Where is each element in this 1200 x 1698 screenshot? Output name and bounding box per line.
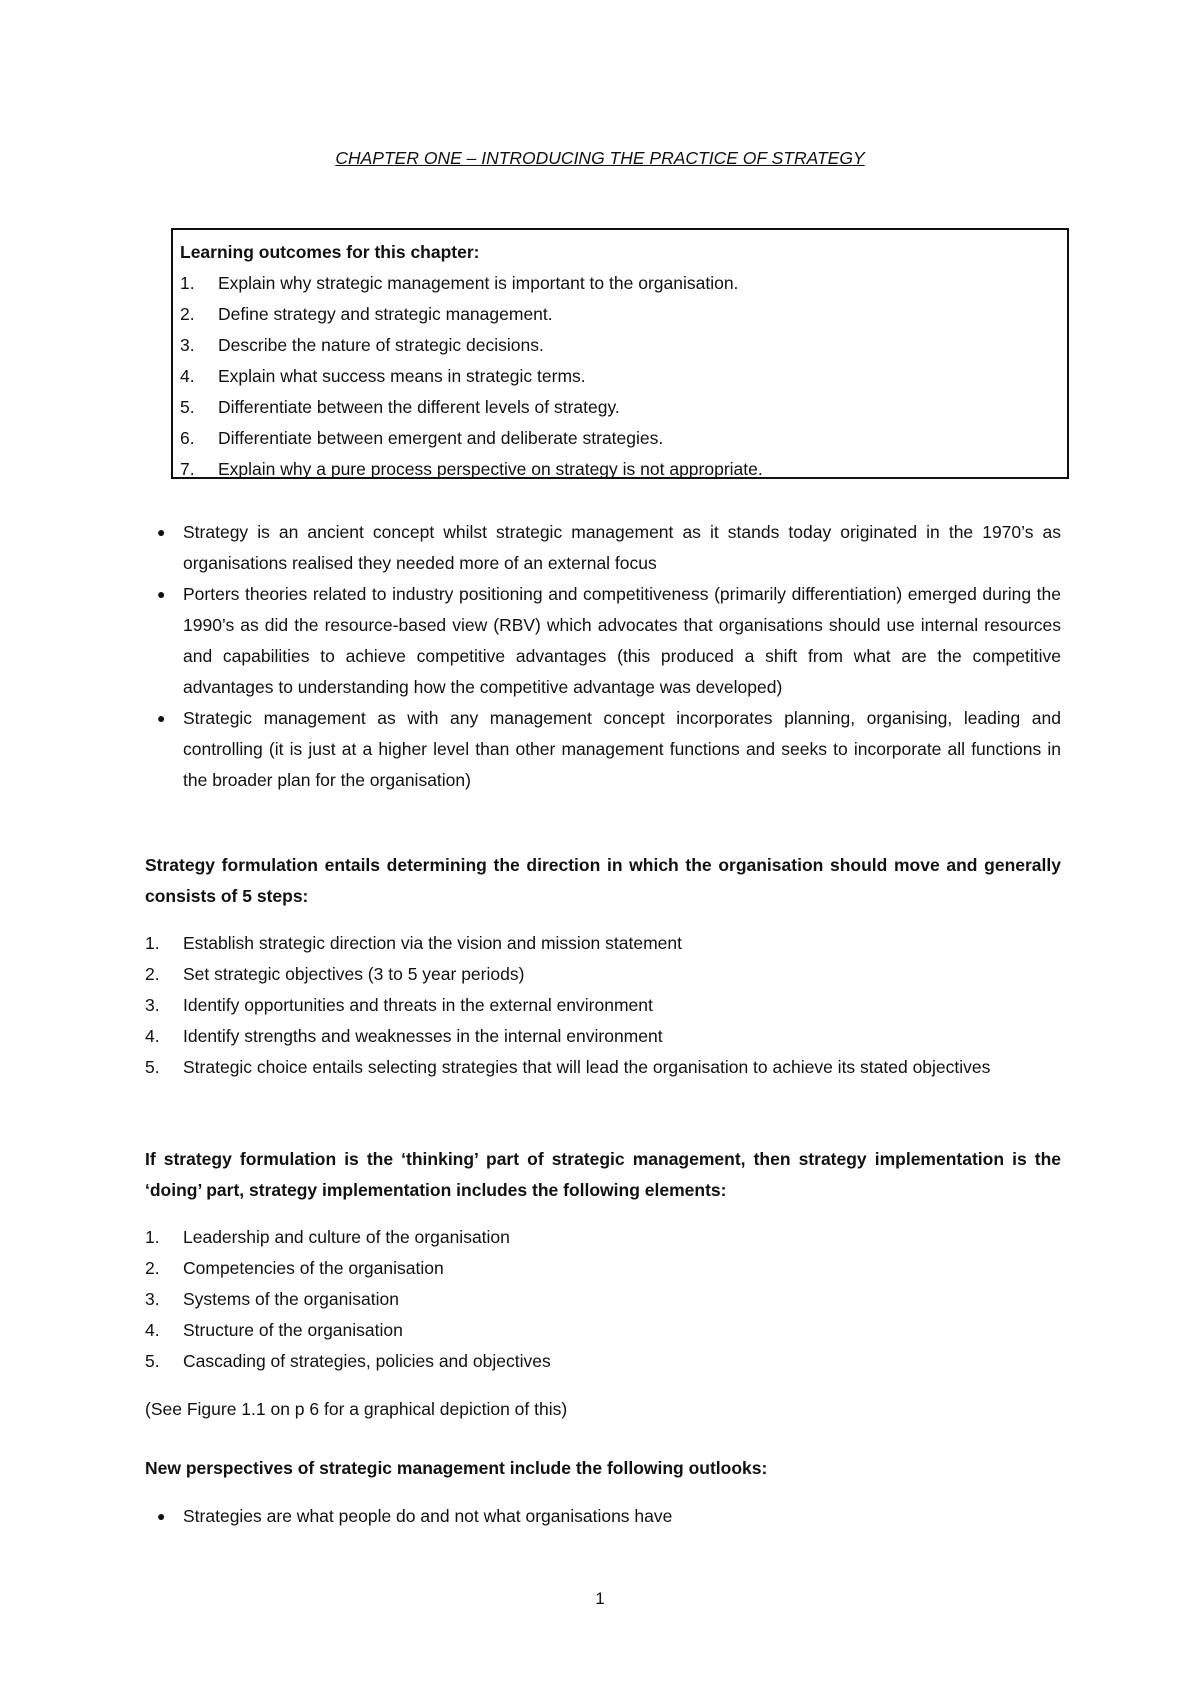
- list-item: [145, 1315, 1061, 1346]
- item-number: 6.: [180, 428, 195, 448]
- item-text: Explain what success means in strategic terms.: [218, 366, 586, 386]
- item-text: Differentiate between the different levels of strategy.: [218, 397, 620, 417]
- bullet-item: [145, 517, 1061, 579]
- learning-outcomes-box: [171, 228, 1069, 479]
- item-text: Differentiate between emergent and deliberate strategies.: [218, 428, 664, 448]
- bullet-text: Strategies are what people do and not what organisations have: [183, 1506, 673, 1526]
- learning-outcomes-list: [180, 268, 1067, 485]
- intro-section: [145, 517, 1061, 796]
- figure-note: (See Figure 1.1 on p 6 for a graphical depiction of this): [145, 1399, 568, 1419]
- bullet-item: [145, 579, 1061, 703]
- item-number: 2.: [180, 304, 195, 324]
- list-item: [145, 1021, 1061, 1052]
- item-text: Define strategy and strategic management.: [218, 304, 553, 324]
- formulation-heading: Strategy formulation entails determining the direction in which the organisation should move and generally consists of 5 steps:: [145, 855, 1061, 906]
- bullet-item: [145, 703, 1061, 796]
- item-number: 3.: [180, 335, 195, 355]
- item-number: 4.: [180, 366, 195, 386]
- list-item: [145, 1052, 1061, 1083]
- item-text: Describe the nature of strategic decisions.: [218, 335, 544, 355]
- list-item: [145, 1346, 1061, 1377]
- list-item: [180, 299, 1067, 330]
- learning-outcomes-title: Learning outcomes for this chapter:: [180, 242, 480, 262]
- list-item: [180, 330, 1067, 361]
- item-number: 4.: [145, 1026, 160, 1046]
- bullet-icon: ●: [157, 1508, 166, 1524]
- item-text: Establish strategic direction via the vision and mission statement: [183, 933, 682, 953]
- item-text: Explain why a pure process perspective on strategy is not appropriate.: [218, 459, 763, 479]
- list-item: [145, 1222, 1061, 1253]
- item-text: Strategic choice entails selecting strategies that will lead the organisation to achieve its stated objectives: [183, 1057, 991, 1077]
- list-item: [145, 1253, 1061, 1284]
- list-item: [180, 454, 1067, 485]
- bullet-item: [145, 1501, 1061, 1532]
- implementation-heading: If strategy formulation is the ‘thinking’ part of strategic management, then strategy implementation is the ‘doing’ part, strategy implementation includes the following elements:: [145, 1149, 1061, 1200]
- formulation-steps-list: [145, 928, 1061, 1083]
- item-text: Leadership and culture of the organisation: [183, 1227, 510, 1247]
- perspectives-bullet-list: [145, 1501, 1061, 1532]
- list-item: [145, 928, 1061, 959]
- item-number: 4.: [145, 1320, 160, 1340]
- intro-bullet-list: [145, 517, 1061, 796]
- item-text: Competencies of the organisation: [183, 1258, 444, 1278]
- list-item: [180, 268, 1067, 299]
- bullet-icon: ●: [157, 710, 166, 726]
- item-text: Identify opportunities and threats in the external environment: [183, 995, 653, 1015]
- item-number: 1.: [145, 933, 160, 953]
- bullet-text: Strategic management as with any management concept incorporates planning, organising, leading and controlling (it is just at a higher level than other management functions and seeks to incorporate all functions in the broader plan for the organisation): [183, 708, 1061, 790]
- item-number: 5.: [180, 397, 195, 417]
- implementation-elements-list: [145, 1222, 1061, 1377]
- item-text: Explain why strategic management is important to the organisation.: [218, 273, 739, 293]
- item-number: 3.: [145, 995, 160, 1015]
- list-item: [145, 1284, 1061, 1315]
- list-item: [145, 990, 1061, 1021]
- page-number: 1: [595, 1589, 605, 1608]
- item-text: Structure of the organisation: [183, 1320, 403, 1340]
- list-item: [180, 392, 1067, 423]
- item-text: Systems of the organisation: [183, 1289, 399, 1309]
- item-text: Set strategic objectives (3 to 5 year periods): [183, 964, 525, 984]
- bullet-text: Porters theories related to industry positioning and competitiveness (primarily differentiation) emerged during the 1990’s as did the resource-based view (RBV) which advocates that organisations should use internal resources and capabilities to achieve competitive advantages (this produced a shift from what are the competitive advantages to understanding how the competitive advantage was developed): [183, 584, 1061, 697]
- formulation-section: [145, 850, 1061, 1083]
- item-number: 1.: [145, 1227, 160, 1247]
- perspectives-section: [145, 1453, 1061, 1532]
- chapter-title: CHAPTER ONE – INTRODUCING THE PRACTICE OF STRATEGY: [335, 148, 865, 168]
- perspectives-heading: New perspectives of strategic management include the following outlooks:: [145, 1458, 768, 1478]
- item-number: 5.: [145, 1351, 160, 1371]
- bullet-icon: ●: [157, 524, 166, 540]
- bullet-text: Strategy is an ancient concept whilst strategic management as it stands today originated in the 1970’s as organisations realised they needed more of an external focus: [183, 522, 1061, 573]
- implementation-section: [145, 1144, 1061, 1425]
- item-number: 3.: [145, 1289, 160, 1309]
- list-item: [180, 361, 1067, 392]
- bullet-icon: ●: [157, 586, 166, 602]
- item-text: Cascading of strategies, policies and objectives: [183, 1351, 551, 1371]
- item-number: 5.: [145, 1057, 160, 1077]
- list-item: [145, 959, 1061, 990]
- item-number: 2.: [145, 1258, 160, 1278]
- item-number: 2.: [145, 964, 160, 984]
- item-text: Identify strengths and weaknesses in the internal environment: [183, 1026, 663, 1046]
- item-number: 1.: [180, 273, 195, 293]
- list-item: [180, 423, 1067, 454]
- item-number: 7.: [180, 459, 195, 479]
